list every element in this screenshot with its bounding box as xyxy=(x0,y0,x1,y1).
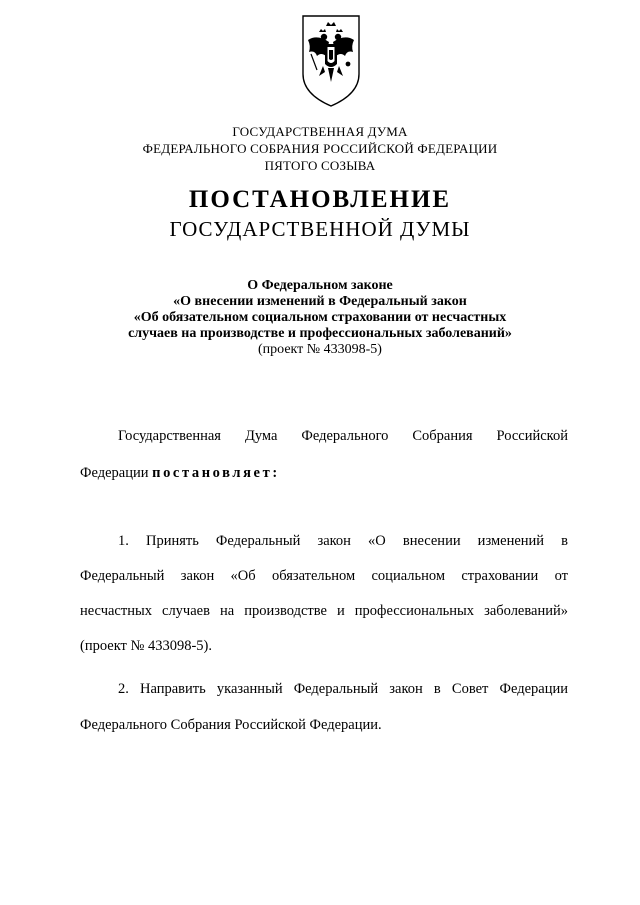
convocation-line: ПЯТОГО СОЗЫВА xyxy=(264,158,376,173)
item-2-line: Федерального Собрания Российской Федерации. xyxy=(80,717,382,733)
preamble-text: Федерации xyxy=(80,465,149,481)
subject-line: случаев на производстве и профессиональных заболеваний» xyxy=(128,326,512,341)
preamble-line xyxy=(80,464,568,482)
subject-line: «О внесении изменений в Федеральный закон xyxy=(173,294,467,309)
item-1-line: (проект № 433098-5). xyxy=(80,638,213,654)
document-title: ПОСТАНОВЛЕНИЕ xyxy=(188,186,452,213)
item-1-line: несчастных случаев на производстве и профессиональных заболеваний» xyxy=(80,603,568,619)
preamble-line: Государственная Дума Федерального Собрания Российской xyxy=(118,428,568,444)
project-number: (проект № 433098-5) xyxy=(258,342,382,357)
org-name-line-2: ФЕДЕРАЛЬНОГО СОБРАНИЯ РОССИЙСКОЙ ФЕДЕРАЦИИ xyxy=(142,141,498,156)
document-subtitle: ГОСУДАРСТВЕННОЙ ДУМЫ xyxy=(169,217,471,241)
subject-line: «Об обязательном социальном страховании от несчастных xyxy=(133,310,507,325)
org-name-line-1: ГОСУДАРСТВЕННАЯ ДУМА xyxy=(232,124,408,139)
item-2-line: 2. Направить указанный Федеральный закон в Совет Федерации xyxy=(118,681,568,697)
subject-line: О Федеральном законе xyxy=(247,278,393,293)
state-emblem-icon xyxy=(299,12,363,109)
resolves-word: постановляет: xyxy=(152,465,280,481)
item-1-line: Федеральный закон «Об обязательном социальном страховании от xyxy=(80,568,568,584)
subject-block xyxy=(0,278,640,358)
item-1-line: 1. Принять Федеральный закон «О внесении изменений в xyxy=(118,533,568,549)
